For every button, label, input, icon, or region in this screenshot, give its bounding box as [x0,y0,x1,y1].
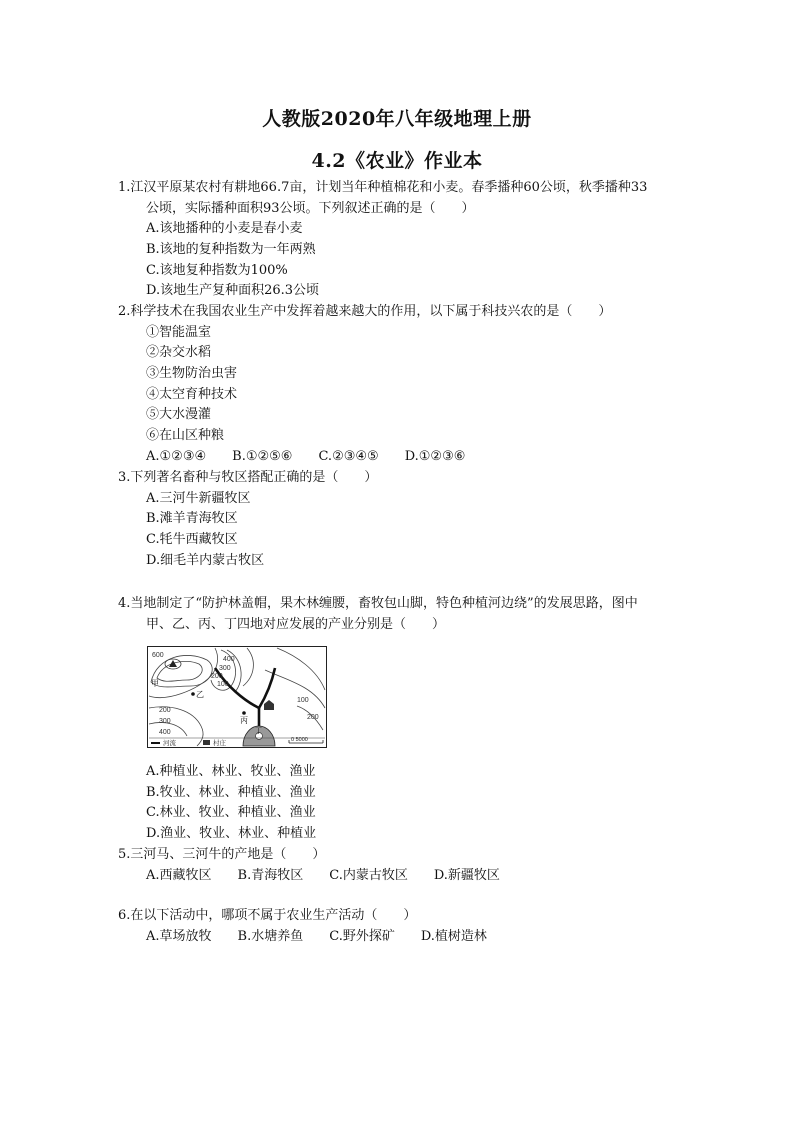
question-6 [118,906,487,947]
option-b: B.①②⑤⑥ [232,448,293,464]
list-item: ①智能温室 [146,324,212,340]
option-b: B.滩羊青海牧区 [146,511,238,527]
option-a: A.草场放牧 [146,928,212,944]
list-item: ⑥在山区种粮 [146,428,225,444]
option-c: C.林业、牧业、种植业、渔业 [146,805,316,821]
list-item: ②杂交水稻 [146,345,212,361]
option-c: C.牦牛西藏牧区 [146,532,238,548]
options-row [118,866,500,887]
contour-label: 200 [211,673,223,680]
question-4 [118,594,638,635]
place-label-jia: 甲 [151,679,159,688]
list-item: ③生物防治虫害 [146,366,238,382]
question-stem: 1.江汉平原某农村有耕地66.7亩，计划当年种植棉花和小麦。春季播种60公顷，秋季播种33 [118,180,648,195]
option-c: C.野外探矿 [329,928,395,944]
page-title: 人教版2020年八年级地理上册 [262,108,532,130]
options-row [118,447,611,468]
contour-label: 100 [297,697,309,704]
option-c: C.该地复种指数为100% [146,262,288,278]
place-label-bing: 丙 [240,716,248,725]
contour-label: 400 [159,729,171,736]
page-subtitle: 4.2《农业》作业本 [311,150,483,172]
question-5 [118,845,500,886]
contour-label: 300 [159,718,171,725]
option-a: A.种植业、林业、牧业、渔业 [146,764,316,779]
contour-label: 100 [217,681,229,688]
question-stem: 4.当地制定了“防护林盖帽，果木林缠腰，畜牧包山脚，特色种植河边绕”的发展思路，图中 [118,596,638,611]
option-b: B.水塘养鱼 [237,928,304,944]
option-c: C.②③④⑤ [318,448,379,464]
option-b: B.牧业、林业、种植业、渔业 [146,784,316,800]
option-b: B.青海牧区 [237,867,304,883]
legend-village: 村庄 [213,739,226,747]
option-a: A.三河牛新疆牧区 [146,490,251,506]
option-a: A.①②③④ [146,448,207,464]
option-d: D.植树造林 [420,928,487,944]
question-stem: 3.下列著名畜种与牧区搭配正确的是（ ） [118,470,378,485]
question-1 [118,178,647,302]
scale-bar: 0 5000 [291,737,308,743]
option-d: D.该地生产复种面积26.3公顷 [146,283,320,299]
question-stem: 5.三河马、三河牛的产地是（ ） [118,847,326,862]
question-stem: 2.科学技术在我国农业生产中发挥着越来越大的作用，以下属于科技兴农的是（ ） [118,304,612,319]
contour-label: 400 [223,656,235,663]
place-label-ding: 丁 [255,727,262,735]
list-item: ④太空育种技术 [146,386,238,402]
option-c: C.内蒙古牧区 [329,867,408,883]
question-stem: 甲、乙、丙、丁四地对应发展的产业分别是（ ） [146,616,446,632]
option-b: B.该地的复种指数为一年两熟 [146,242,316,258]
contour-map-figure [147,646,327,748]
option-d: D.①②③⑥ [404,448,466,464]
contour-label: 200 [307,714,319,721]
option-a: A.该地播种的小麦是春小麦 [146,221,303,237]
question-2 [118,302,611,468]
contour-map [147,646,327,748]
question-4-options [118,762,316,845]
option-d: D.新疆牧区 [433,867,500,883]
contour-label: 300 [219,665,231,672]
question-stem: 公顷，实际播种面积93公顷。下列叙述正确的是（ ） [146,200,475,216]
question-stem: 6.在以下活动中，哪项不属于农业生产活动（ ） [118,908,417,923]
list-item: ⑤大水漫灌 [146,407,212,423]
contour-label: 600 [152,652,164,659]
place-label-yi: 乙 [196,690,204,699]
contour-label: 200 [159,707,171,714]
option-d: D.细毛羊内蒙古牧区 [146,552,265,568]
legend-river: 河流 [163,739,176,747]
question-3 [118,468,377,571]
options-row [118,927,487,948]
option-a: A.西藏牧区 [146,867,212,883]
option-d: D.渔业、牧业、林业、种植业 [146,826,317,842]
